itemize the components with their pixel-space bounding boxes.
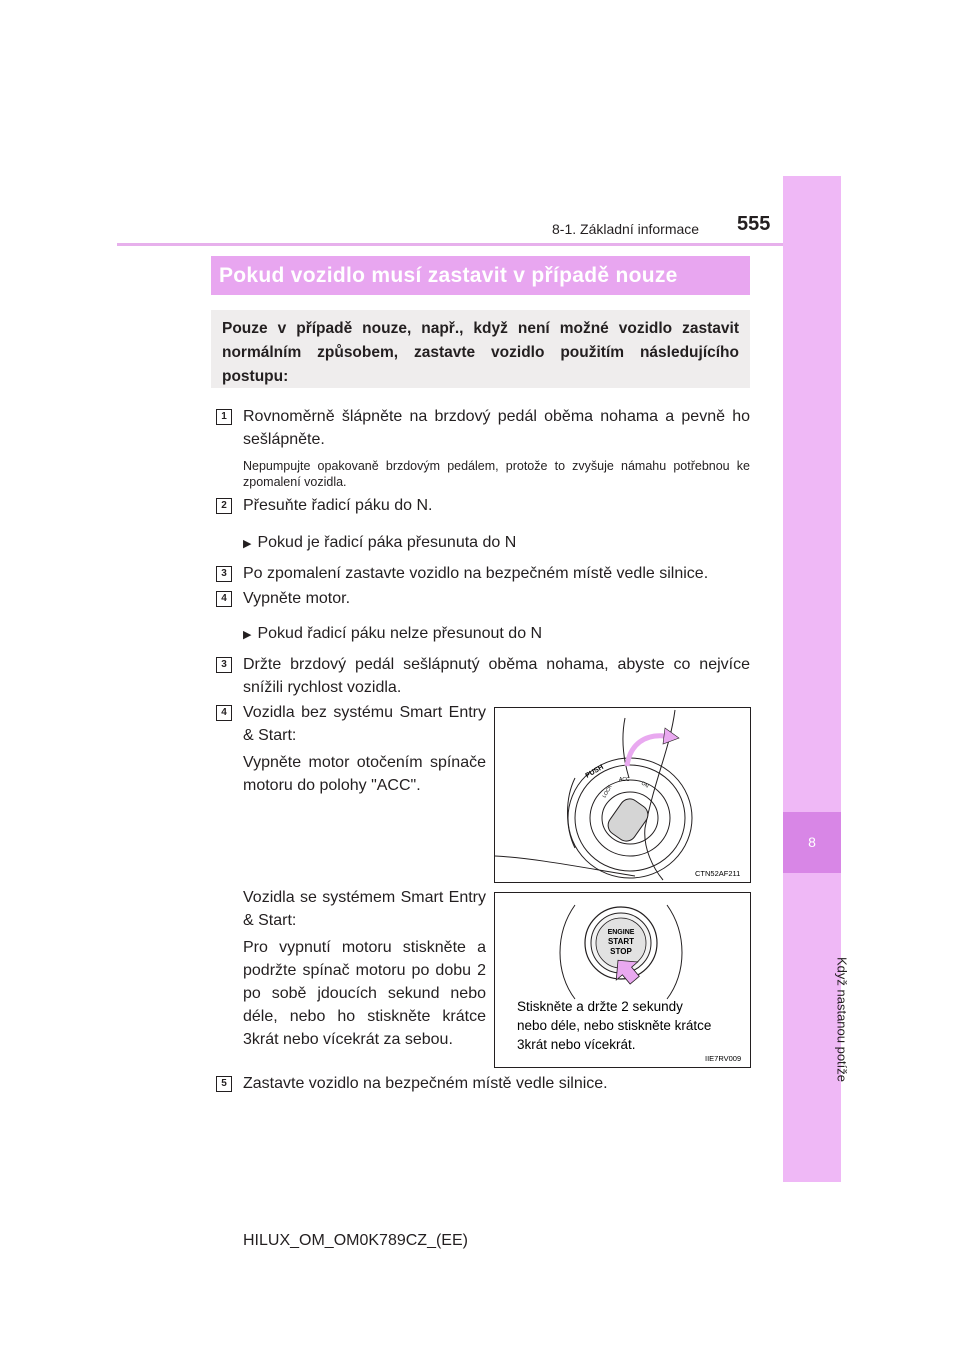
step-number: 4 — [216, 591, 232, 607]
intro-box: Pouze v případě nouze, např., když není možné vozidlo zastavit normálním způsobem, zastavte vozidlo použitím následujícího postupu: — [211, 310, 750, 388]
page-number: 555 — [737, 213, 771, 235]
step-text: Zastavte vozidlo na bezpečném místě vedle silnice. — [243, 1075, 608, 1092]
document-footer: HILUX_OM_OM0K789CZ_(EE) — [243, 1232, 468, 1249]
header-rule — [117, 243, 840, 246]
on-label: ON — [640, 780, 650, 790]
sub-heading-text: Pokud řadicí páku nelze přesunout do N — [257, 625, 543, 642]
step-text: Přesuňte řadicí páku do N. — [243, 497, 433, 514]
start-label: START — [607, 937, 635, 946]
step-text: Po zpomalení zastavte vozidlo na bezpečném místě vedle silnice. — [243, 565, 709, 582]
step-text: Pro vypnutí motoru stiskněte a podržte spínač motoru po dobu 2 po sobě jdoucích sekund nebo déle, nebo ho stiskněte krátce 3krát nebo vícekrát za sebou. — [243, 939, 486, 1048]
triangle-bullet-icon: ▶ — [243, 538, 252, 550]
chapter-number: 8 — [808, 834, 816, 850]
step-text: Vypněte motor otočením spínače motoru do polohy "ACC". — [243, 754, 486, 794]
engine-button-illustration — [495, 893, 750, 1067]
section-title: Pokud vozidlo musí zastavit v případě nouze — [211, 256, 750, 295]
sub-heading — [243, 534, 516, 552]
step-number: 5 — [216, 1076, 232, 1092]
figure-caption-line: Stiskněte a držte 2 sekundy — [517, 999, 683, 1014]
section-reference: 8-1. Základní informace — [552, 221, 700, 237]
stop-label: STOP — [610, 947, 632, 956]
lock-label: LOCK — [601, 784, 614, 799]
figure-caption-line: 3krát nebo vícekrát. — [517, 1037, 636, 1052]
step-number: 4 — [216, 705, 232, 721]
triangle-bullet-icon: ▶ — [243, 629, 252, 641]
engine-start-stop-figure — [494, 892, 751, 1068]
figure-code: CTN52AF211 — [695, 869, 741, 878]
step-number: 3 — [216, 566, 232, 582]
chapter-title: Když nastanou potíže — [834, 956, 850, 1083]
step-text: Vozidla se systémem Smart Entry & Start: — [243, 889, 486, 929]
push-label: PUSH — [584, 763, 605, 780]
figure-caption-line: nebo déle, nebo stiskněte krátce — [517, 1018, 712, 1033]
ignition-key-illustration — [495, 708, 750, 882]
step-number: 3 — [216, 657, 232, 673]
sub-heading-text: Pokud je řadicí páka přesunuta do N — [257, 534, 517, 551]
step-text: Rovnoměrně šlápněte na brzdový pedál oběma nohama a pevně ho sešlápněte. — [243, 408, 750, 448]
chapter-side-tab — [783, 176, 841, 1182]
step-number: 2 — [216, 498, 232, 514]
step-text: Vozidla bez systému Smart Entry & Start: — [243, 704, 486, 744]
step-number: 1 — [216, 409, 232, 425]
figure-code: IIE7RV009 — [705, 1054, 742, 1063]
engine-label: ENGINE — [607, 929, 635, 936]
step-text: Vypněte motor. — [243, 590, 351, 607]
step-text: Držte brzdový pedál sešlápnutý oběma nohama, abyste co nejvíce snížili rychlost vozidla. — [243, 656, 750, 696]
acc-label: ACC — [619, 777, 630, 783]
ignition-key-figure — [494, 707, 751, 883]
sub-heading — [243, 625, 542, 643]
step-note: Nepumpujte opakovaně brzdovým pedálem, protože to zvyšuje námahu potřebnou ke zpomalení vozidla. — [243, 459, 750, 489]
